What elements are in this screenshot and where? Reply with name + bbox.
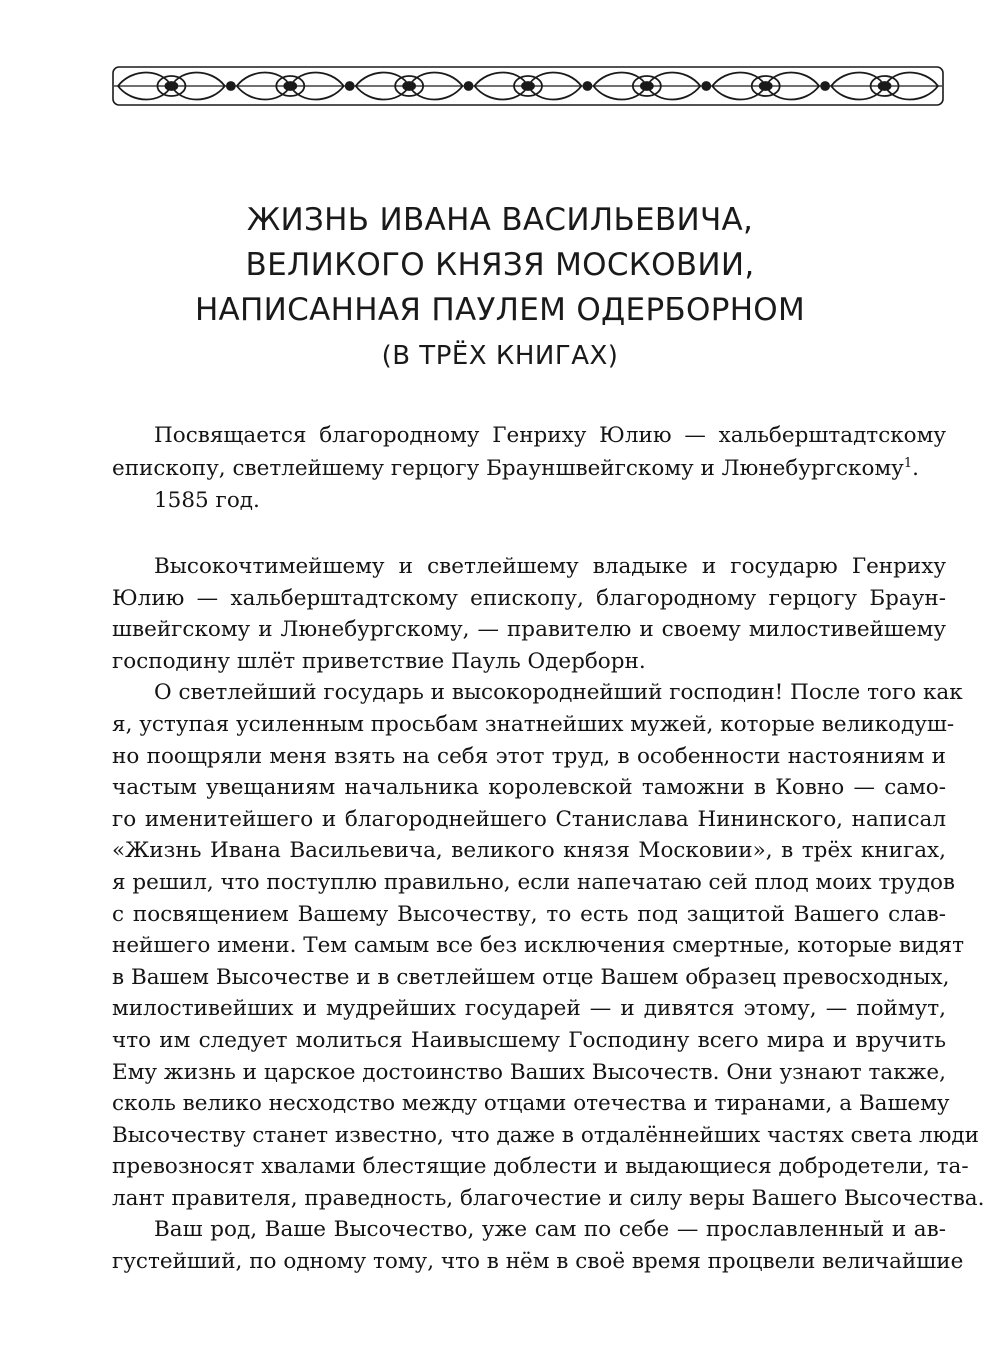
chapter-title — [60, 198, 940, 379]
body-line: милостивейших и мудрейших государей — и дивятся этому, — поймут, — [112, 996, 946, 1022]
body-line: я решил, что поступлю правильно, если напечатаю сей плод моих трудов — [112, 869, 956, 895]
body-line: лант правителя, праведность, благочестие и силу веры Вашего Высочества. — [112, 1185, 985, 1211]
body-line: с посвящением Вашему Высочеству, то есть под защитой Вашего слав- — [112, 901, 946, 927]
body-line: нейшего имени. Тем самым все без исключения смертные, которые видят — [112, 933, 964, 959]
body-line: Ваш род, Ваше Высочество, уже сам по себе — прославленный и ав- — [154, 1217, 946, 1243]
dedication-block — [112, 420, 946, 518]
body-line: господину шлёт приветствие Пауль Одерборн. — [112, 648, 646, 674]
ornamental-knot-border — [112, 66, 944, 106]
body-line: го именитейшего и благороднейшего Станислава Нининского, написал — [112, 806, 946, 832]
dedication-paragraph — [112, 420, 946, 485]
dedication-text: Посвящается благородному Генриху Юлию — хальберштадтскому епископу, светлейшему герцогу Брауншвейгскому и Люнебургскому — [112, 423, 946, 481]
body-line: густейший, по одному тому, что в нём в своё время процвели величайшие — [112, 1249, 964, 1275]
body-line: Ему жизнь и царское достоинство Ваших Высочеств. Они узнают также, — [112, 1059, 946, 1085]
body-line: «Жизнь Ивана Васильевича, великого князя Московии», в трёх книгах, — [112, 838, 946, 864]
body-line: швейгскому и Люнебургскому, — правителю и своему милостивейшему — [112, 617, 946, 643]
body-line: Высокочтимейшему и светлейшему владыке и государю Генриху — [154, 554, 946, 579]
body-line: частым увещаниям начальника королевской таможни в Ковно — само- — [112, 775, 946, 801]
title-line-1: ЖИЗНЬ ИВАНА ВАСИЛЬЕВИЧА, — [246, 202, 754, 238]
title-subtitle: (В ТРЁХ КНИГАХ) — [381, 341, 619, 371]
letter-body — [112, 551, 985, 1278]
title-line-2: ВЕЛИКОГО КНЯЗЯ МОСКОВИИ, — [245, 247, 755, 283]
body-line: но поощряли меня взять на себя этот труд, в особенности настояниям и — [112, 743, 946, 769]
dedication-year: 1585 год. — [154, 488, 260, 513]
body-line: Высочеству станет известно, что даже в отдалённейших частях света люди — [112, 1122, 979, 1148]
body-line: в Вашем Высочестве и в светлейшем отце Вашем образец превосходных, — [112, 964, 950, 990]
body-line: сколь велико несходство между отцами отечества и тиранами, а Вашему — [112, 1091, 950, 1117]
dedication-tail: . — [912, 455, 919, 481]
body-line: что им следует молиться Наивысшему Господину всего мира и вручить — [112, 1027, 946, 1053]
title-line-3: НАПИСАННАЯ ПАУЛЕМ ОДЕРБОРНОМ — [194, 292, 806, 328]
body-line: Юлию — хальберштадтскому епископу, благородному герцогу Браун- — [112, 585, 946, 611]
footnote-marker: 1 — [903, 455, 913, 471]
body-line: О светлейший государь и высокороднейший господин! После того как — [154, 680, 963, 706]
body-line: превозносят хвалами блестящие доблести и выдающиеся добродетели, та- — [112, 1154, 969, 1180]
body-line: я, уступая усиленным просьбам знатнейших мужей, которые великодуш- — [112, 711, 955, 737]
